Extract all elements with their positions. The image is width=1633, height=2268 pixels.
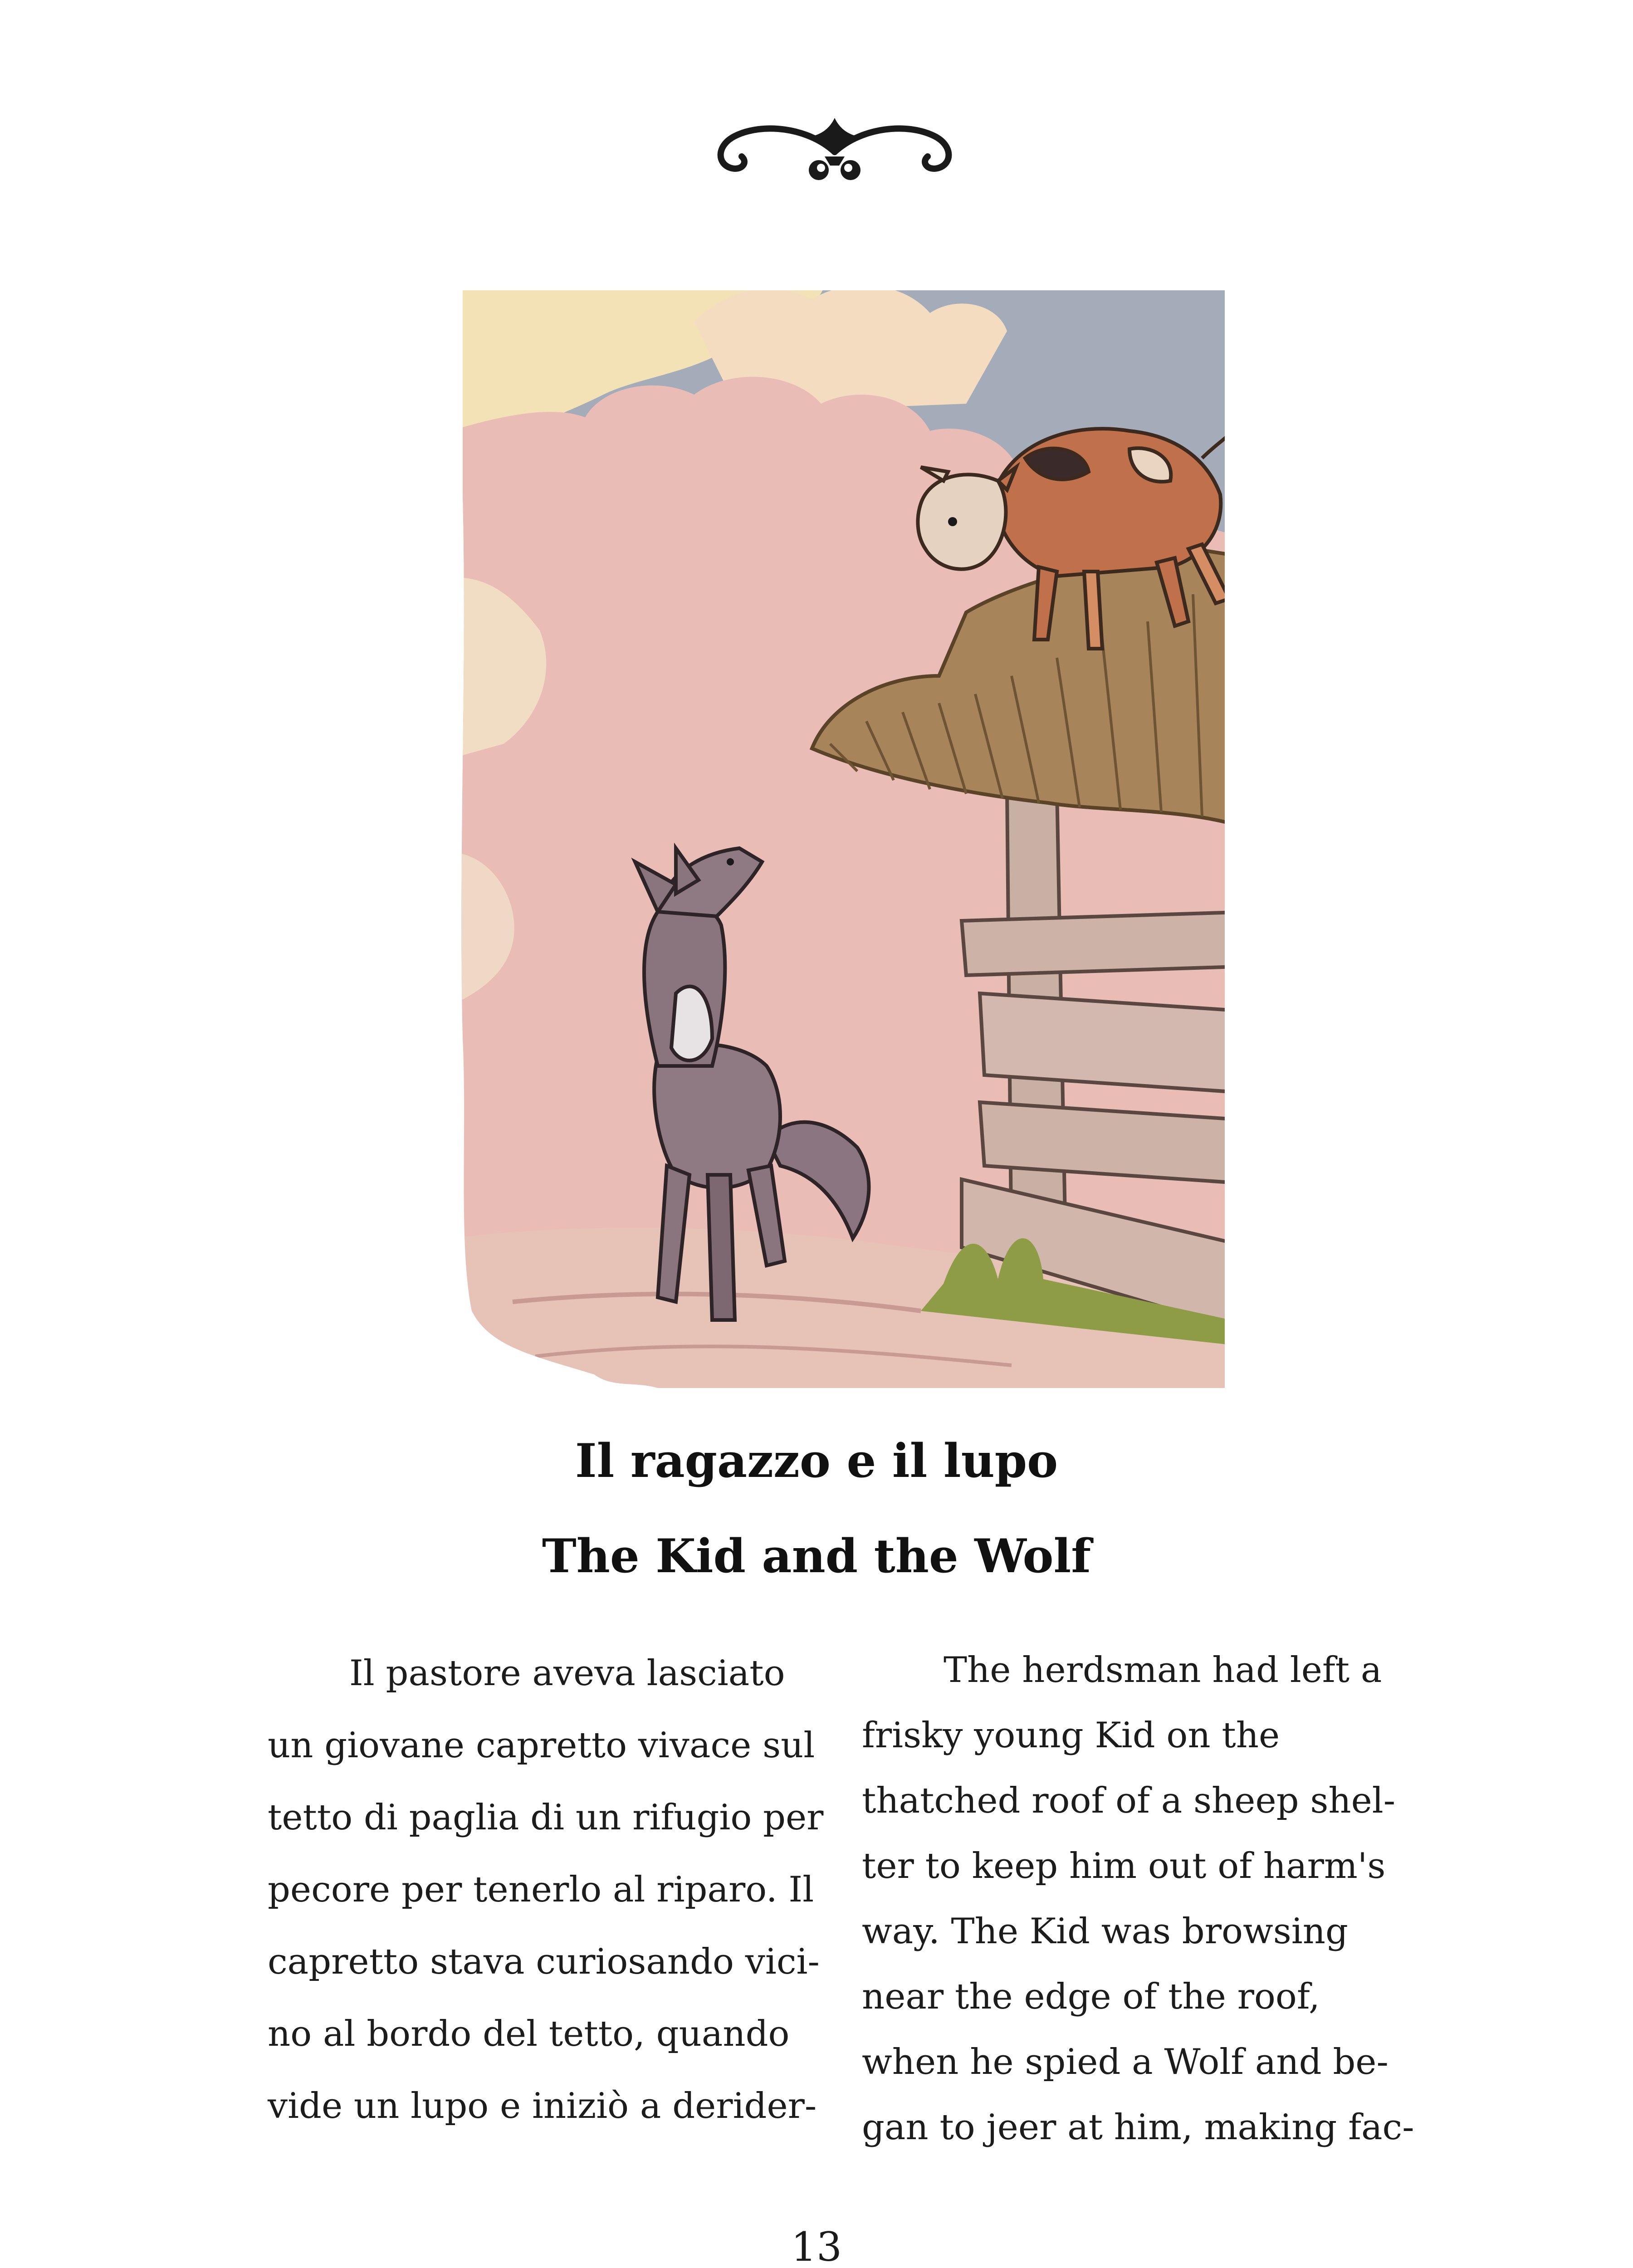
english-line: ter to keep him out of harm's bbox=[862, 1846, 1386, 1887]
italian-line: vide un lupo e iniziò a derider- bbox=[268, 2086, 817, 2126]
italian-line: Il pastore aveva lasciato bbox=[349, 1653, 785, 1694]
italian-line: capretto stava curiosando vici- bbox=[268, 1941, 820, 1982]
italian-text-column bbox=[268, 1637, 826, 2142]
english-line: near the edge of the roof, bbox=[862, 1976, 1320, 2017]
story-illustration bbox=[422, 268, 1252, 1433]
title-italian: Il ragazzo e il lupo bbox=[575, 1434, 1058, 1488]
italian-line: no al bordo del tetto, quando bbox=[268, 2014, 790, 2054]
floral-flourish-ornament-icon bbox=[753, 2263, 925, 2268]
italian-line: pecore per tenerlo al riparo. Il bbox=[268, 1869, 814, 1910]
english-line: frisky young Kid on the bbox=[862, 1715, 1280, 1756]
title-english: The Kid and the Wolf bbox=[542, 1529, 1091, 1584]
english-line: way. The Kid was browsing bbox=[862, 1911, 1348, 1952]
english-line: gan to jeer at him, making fac- bbox=[862, 2107, 1414, 2148]
italian-line: un giovane capretto vivace sul bbox=[268, 1725, 815, 1766]
english-line: thatched roof of a sheep shel- bbox=[862, 1780, 1396, 1821]
page-number: 13 bbox=[791, 2224, 842, 2268]
english-line: when he spied a Wolf and be- bbox=[862, 2042, 1389, 2082]
flourish-ornament-icon bbox=[708, 109, 962, 191]
italian-line: tetto di paglia di un rifugio per bbox=[268, 1797, 824, 1838]
english-line: The herdsman had left a bbox=[944, 1650, 1382, 1691]
english-text-column bbox=[862, 1637, 1433, 2160]
